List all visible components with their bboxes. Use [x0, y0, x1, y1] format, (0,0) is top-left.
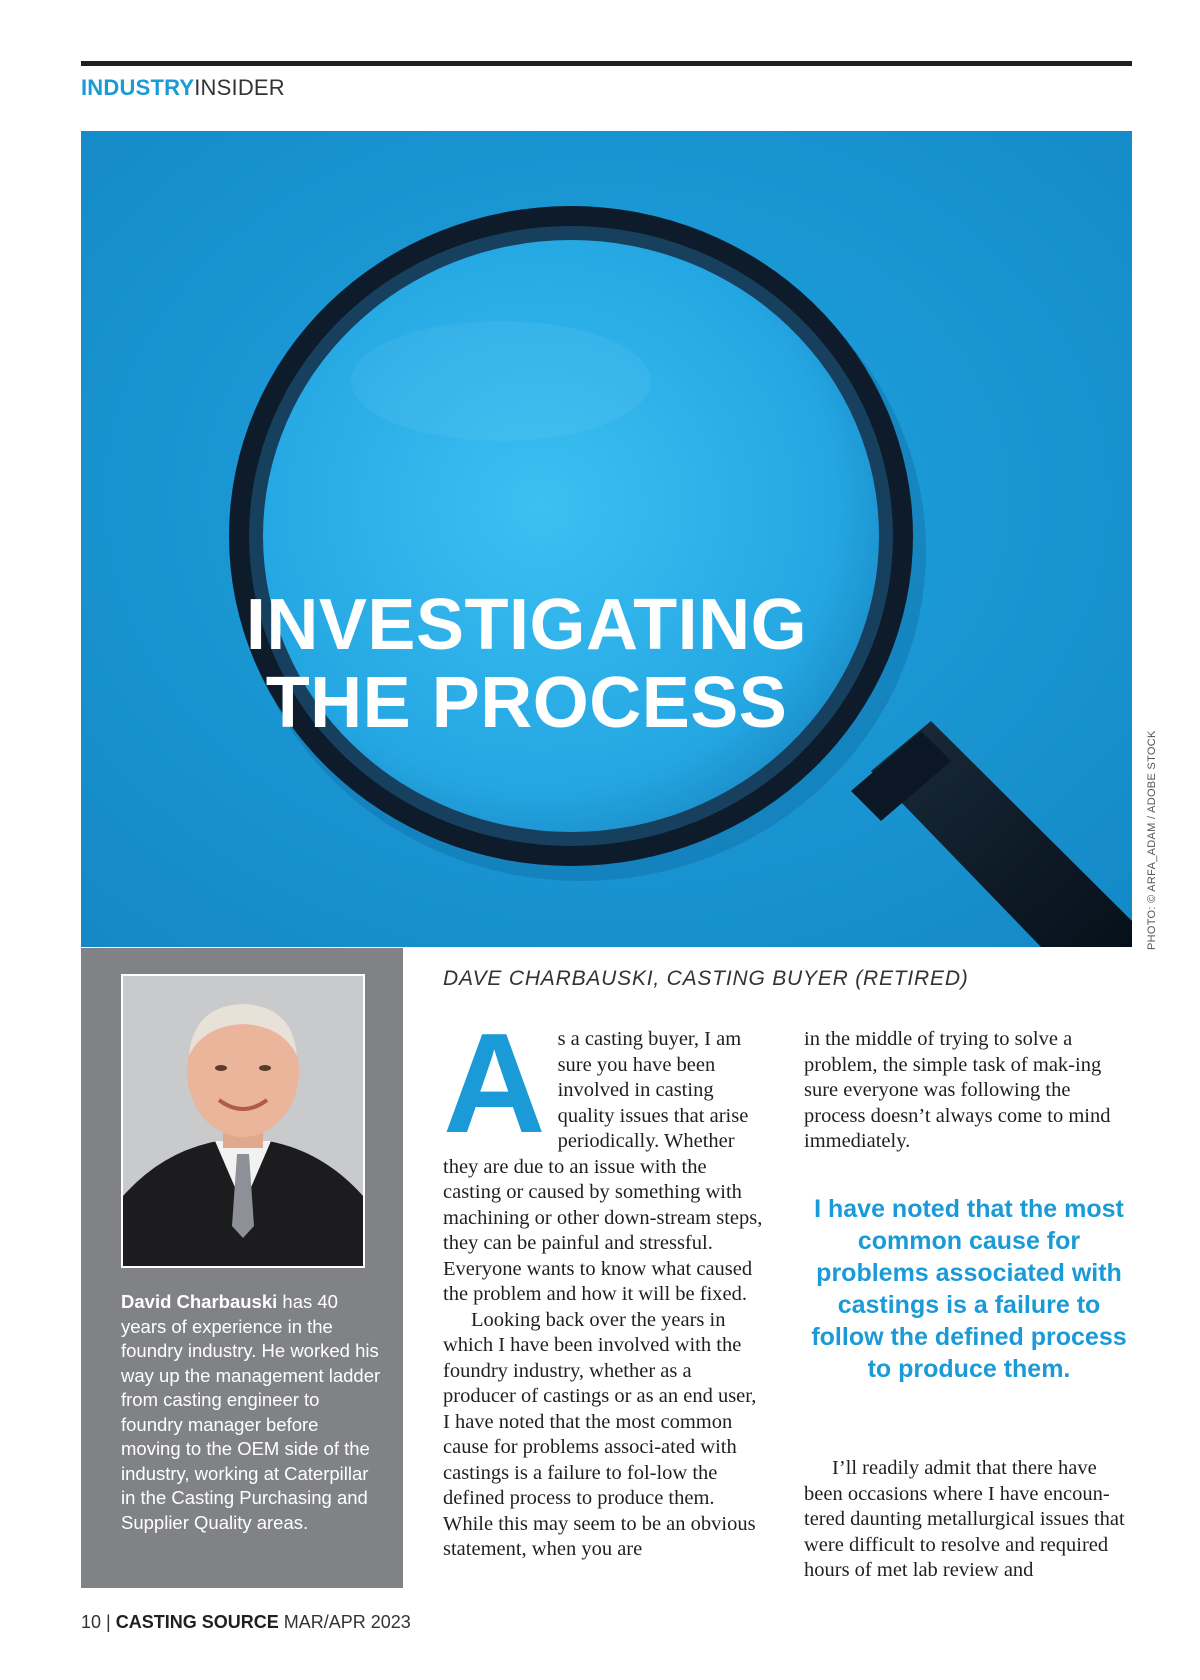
- article-paragraph-2-continued: in the middle of trying to solve a problem, the simple task of mak-ing sure everyone was following the process doesn’t always come to mind immediately.: [804, 1028, 1111, 1152]
- article-column-2-lower: [804, 1456, 1134, 1584]
- author-bio-text: has 40 years of experience in the foundry industry. He worked his way up the management ladder from casting engineer to foundry manager before moving to the OEM side of the industry, working at Caterpillar in the Casting Purchasing and Supplier Quality areas.: [121, 1291, 381, 1533]
- author-portrait-illustration: [123, 976, 363, 1266]
- article-title: [81, 586, 1132, 742]
- top-rule: [81, 61, 1132, 66]
- author-bio: [121, 1290, 383, 1535]
- article-title-line1: INVESTIGATING: [245, 585, 808, 665]
- article-column-1: [443, 1004, 763, 1563]
- page-footer: [81, 1612, 411, 1633]
- magnifying-glass-illustration: [81, 131, 1132, 947]
- page-number: 10: [81, 1612, 102, 1632]
- section-label-bold: INDUSTRY: [81, 75, 195, 100]
- section-label: [81, 75, 285, 101]
- byline: DAVE CHARBAUSKI, CASTING BUYER (RETIRED): [443, 967, 969, 990]
- hero-image: [81, 131, 1132, 947]
- author-headshot: [121, 974, 365, 1268]
- drop-cap: A: [443, 1004, 546, 1163]
- author-bio-panel: [81, 948, 403, 1588]
- article-title-line2: THE PROCESS: [265, 663, 788, 743]
- article-paragraph-1: s a casting buyer, I am sure you have been involved in casting quality issues that arise periodically. Whether they are due to an issue with the casting or caused by something with machining or other down-stream steps, they can be painful and stressful. Everyone wants to know what caused the problem and how it will be fixed.: [443, 1028, 763, 1305]
- article-paragraph-2: Looking back over the years in which I have been involved with the foundry industry, whether as a producer of castings or as an end user, I have noted that the most common cause for problems associ-ated with castings is a failure to fol-low the defined process to produce them. While this may seem to be an obvious statement, when you are: [443, 1308, 757, 1560]
- footer-divider: |: [106, 1612, 111, 1632]
- magazine-name: CASTING SOURCE: [115, 1612, 279, 1632]
- section-label-light: INSIDER: [194, 75, 285, 100]
- article-column-2: [804, 1027, 1134, 1155]
- photo-credit: PHOTO: © ARFA_ADAM / ADOBE STOCK: [1146, 730, 1158, 950]
- author-name: David Charbauski: [121, 1291, 278, 1312]
- article-paragraph-3: I’ll readily admit that there have been occasions where I have encoun-tered daunting metallurgical issues that were difficult to resolve and required hours of met lab review and: [804, 1457, 1125, 1581]
- issue-date: MAR/APR 2023: [283, 1612, 411, 1632]
- pull-quote: I have noted that the most common cause for problems associated with castings is a failure to follow the defined process to produce them.: [811, 1195, 1127, 1383]
